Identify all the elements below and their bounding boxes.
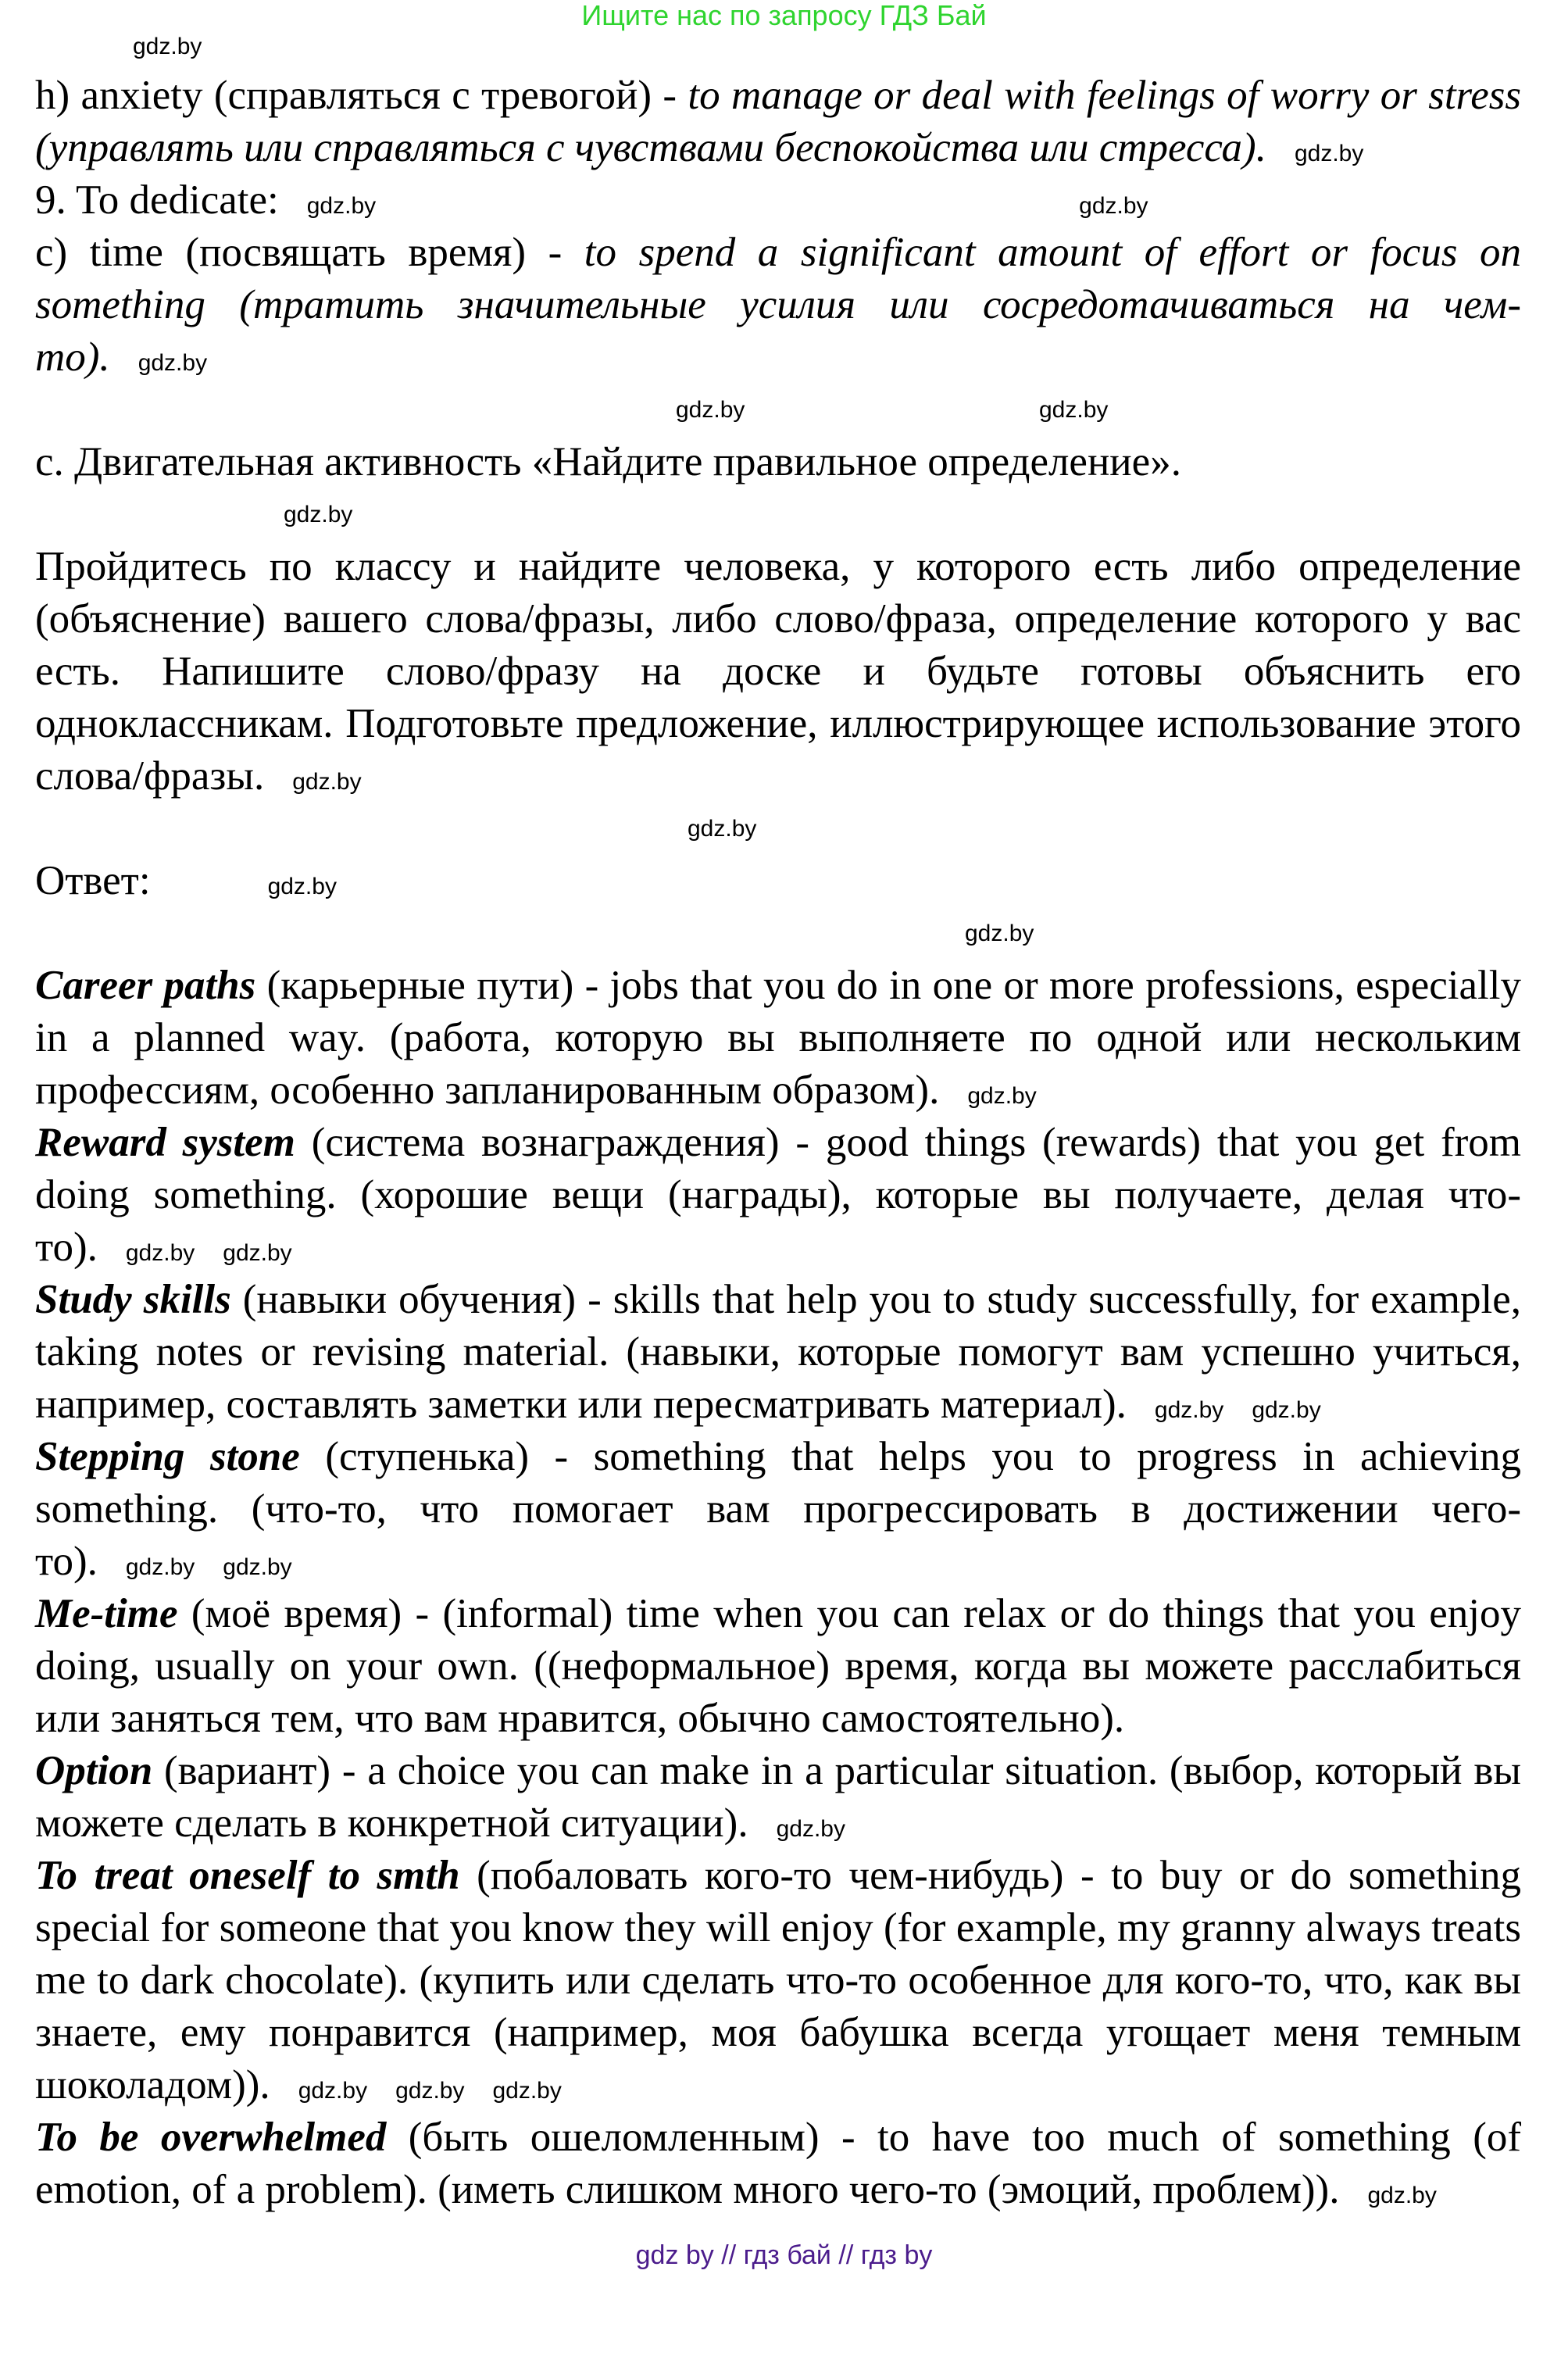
watermark: gdz.by xyxy=(1294,141,1364,166)
entry-text: (быть ошеломленным) - to have too much of something (of emotion, of a problem). (иметь слишком много чего-то (эмоций, проблем)). xyxy=(35,2115,1521,2212)
entry-text: (побаловать кого-то чем-нибудь) - to buy or do something special for someone that you know they will enjoy (for example, my granny always treats me to dark chocolate). (купить или сделать что-то особенное для кого-то, что, как вы знаете, ему понравится (например, моя бабушка всегда угощает меня темным шоколадом)). xyxy=(35,1853,1521,2108)
spacer xyxy=(35,907,1521,960)
entry-overwhelmed xyxy=(35,2111,1521,2216)
footer-links: gdz by // гдз бай // гдз by xyxy=(635,2240,933,2270)
section-9-title: 9. To dedicate: xyxy=(35,177,279,223)
entry-text: (вариант) - a choice you can make in a particular situation. (выбор, который вы можете сделать в конкретной ситуации). xyxy=(35,1748,1521,1846)
watermark: gdz.by xyxy=(776,1816,845,1842)
watermark: gdz.by xyxy=(688,816,757,842)
answer-line xyxy=(35,855,1521,907)
watermark: gdz.by xyxy=(223,1554,292,1580)
term-text: c) time (посвящать время) - xyxy=(35,230,563,275)
activity-instructions: Пройдитесь по классу и найдите человека, у которого есть либо определение (объяснение) вашего слова/фразы, либо слово/фраза, определение которого у вас есть. Напишите слово/фразу на доске и будьте готовы объяснить его одноклассникам. Подготовьте предложение, иллюстрирующее использование этого слова/фразы. xyxy=(35,544,1521,799)
definition-text: to manage or deal with feelings of worry or stress (управлять или справляться с чувствами беспокойства или стресса). xyxy=(35,73,1521,170)
watermark: gdz.by xyxy=(1154,1397,1224,1423)
section-9-line xyxy=(35,174,1521,227)
entry-text: (моё время) - (informal) time when you can relax or do things that you enjoy doing, usually on your own. ((неформальное) время, когда вы можете расслабиться или заняться тем, что вам нравится, обычно самостоятельно). xyxy=(35,1591,1521,1741)
watermark: gdz.by xyxy=(298,2078,368,2104)
entry-term: Me-time xyxy=(35,1591,178,1636)
definition-text: to spend a significant amount of effort or focus on something (тратить значительные усилия или сосредотачиваться на чем-то). xyxy=(35,230,1522,380)
section-h-anxiety xyxy=(35,70,1521,174)
spacer xyxy=(35,803,1521,855)
answer-label: Ответ: xyxy=(35,858,151,903)
watermark: gdz.by xyxy=(965,921,1034,946)
entry-term: To treat oneself to smth xyxy=(35,1853,460,1898)
entry-text: (карьерные пути) - jobs that you do in one or more professions, especially in a planned way. (работа, которую вы выполняете по одной или нескольким профессиям, особенно запланированным образом). xyxy=(35,963,1521,1113)
entry-term: Career paths xyxy=(35,963,256,1008)
entry-text: (ступенька) - something that helps you to progress in achieving something. (что-то, что помогает вам прогрессировать в достижении чего-то). xyxy=(35,1434,1521,1584)
watermark: gdz.by xyxy=(133,34,202,59)
entry-term: Study skills xyxy=(35,1277,231,1322)
entry-stepping-stone xyxy=(35,1431,1521,1588)
entry-reward-system xyxy=(35,1117,1521,1274)
watermark: gdz.by xyxy=(676,397,745,423)
watermark: gdz.by xyxy=(1367,2183,1437,2208)
entry-study-skills xyxy=(35,1274,1521,1431)
watermark: gdz.by xyxy=(223,1240,292,1266)
entry-option xyxy=(35,1745,1521,1850)
entry-term: Reward system xyxy=(35,1120,295,1165)
watermark: gdz.by xyxy=(267,874,337,899)
section-c-time xyxy=(35,227,1521,384)
term-text: h) anxiety (справляться с тревогой) - xyxy=(35,73,677,118)
watermark: gdz.by xyxy=(1079,193,1148,219)
activity-title: c. Двигательная активность «Найдите правильное определение». xyxy=(35,439,1181,484)
entry-text: (система вознаграждения) - good things (rewards) that you get from doing something. (хорошие вещи (награды), которые вы получаете, делая что-то). xyxy=(35,1120,1521,1270)
entry-term: Option xyxy=(35,1748,153,1793)
answer-entries xyxy=(35,960,1521,2216)
watermark: gdz.by xyxy=(395,2078,465,2104)
entry-treat-oneself xyxy=(35,1850,1521,2111)
watermark: gdz.by xyxy=(138,350,208,376)
watermark: gdz.by xyxy=(1039,397,1109,423)
watermark: gdz.by xyxy=(125,1554,195,1580)
entry-text: (навыки обучения) - skills that help you to study successfully, for example, taking notes or revising material. (навыки, которые помогут вам успешно учиться, например, составлять заметки или пересматривать материал). xyxy=(35,1277,1521,1427)
spacer xyxy=(35,384,1521,436)
search-banner: Ищите нас по запросу ГДЗ Бай xyxy=(581,0,987,31)
watermark: gdz.by xyxy=(967,1083,1037,1109)
watermark: gdz.by xyxy=(306,193,377,219)
watermark: gdz.by xyxy=(284,502,353,527)
watermark: gdz.by xyxy=(292,769,362,795)
entry-term: Stepping stone xyxy=(35,1434,300,1479)
entry-me-time xyxy=(35,1588,1521,1745)
watermark: gdz.by xyxy=(1252,1397,1321,1423)
spacer xyxy=(35,488,1521,541)
watermark: gdz.by xyxy=(492,2078,562,2104)
activity-instructions-block xyxy=(35,541,1521,803)
watermark: gdz.by xyxy=(125,1240,195,1266)
entry-career-paths xyxy=(35,960,1521,1117)
entry-term: To be overwhelmed xyxy=(35,2115,387,2160)
